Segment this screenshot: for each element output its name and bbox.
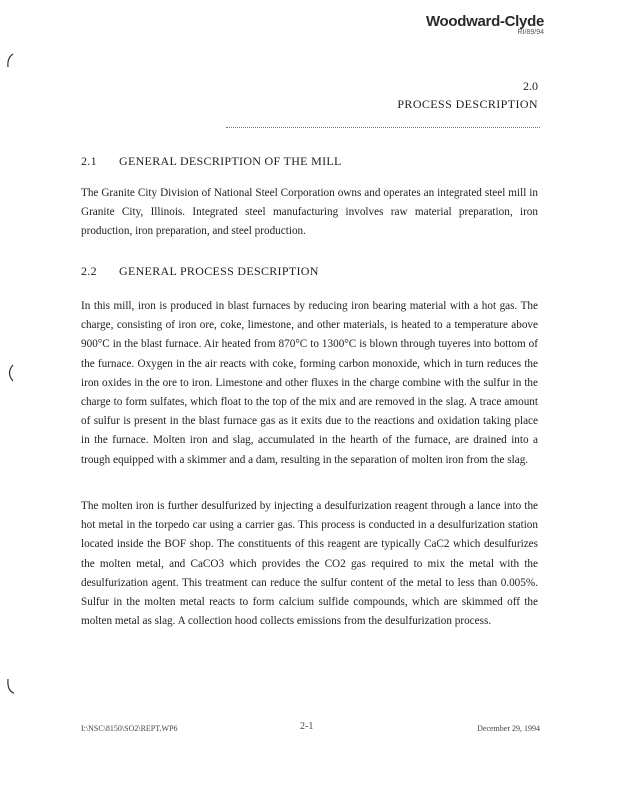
footer-file-path: I:\NSC\8150\SO2\REPT.WP6 <box>81 724 178 733</box>
subsection-number: 2.1 <box>81 154 97 168</box>
footer-date: December 29, 1994 <box>477 724 540 733</box>
company-logo <box>426 13 544 36</box>
subsection-heading <box>81 154 342 169</box>
logo-text: Woodward-Clyde <box>425 13 544 30</box>
binding-hole-mark-icon <box>5 364 15 382</box>
section-number: 2.0 <box>523 79 538 93</box>
subsection-title: GENERAL PROCESS DESCRIPTION <box>119 264 319 278</box>
subsection-title: GENERAL DESCRIPTION OF THE MILL <box>119 154 342 168</box>
subsection-heading <box>81 264 319 279</box>
section-title: PROCESS DESCRIPTION <box>397 97 538 111</box>
subsection-number: 2.2 <box>81 264 97 278</box>
paragraph: The Granite City Division of National Steel Corporation owns and operates an integrated steel mill in Granite City, Illinois. Integrated steel manufacturing involves raw material preparation, iron production, iron preparation, and steel production. <box>81 187 538 238</box>
paragraph: The molten iron is further desulfurized by injecting a desulfurization reagent through a lance into the hot metal in the torpedo car using a carrier gas. This process is conducted in a desulfurization station located inside the BOF shop. The constituents of this reagent are typically CaC2 which desulfurizes the molten metal, and CaCO3 which provides the CO2 gas required to mix the metal with the desulfurization agent. This treatment can reduce the sulfur content of the metal to less than 0.005%. Sulfur in the molten metal reacts to form calcium sulfide compounds, which are skimmed off the molten metal as slag. A collection hood collects emissions from the desulfurization process. <box>81 500 538 628</box>
section-divider <box>226 127 540 128</box>
logo-code: RI/89/94 <box>517 29 544 36</box>
paragraph: In this mill, iron is produced in blast furnaces by reducing iron bearing material with a hot gas. The charge, consisting of iron ore, coke, limestone, and other materials, is heated to a temperature above 900°C in the blast furnace. Air heated from 870°C to 1300°C is blown through tuyeres into bottom of the furnace. Oxygen in the air reacts with coke, forming carbon monoxide, which in turn reduces the iron oxides in the ore to iron. Limestone and other fluxes in the charge combine with the sulfur in the charge to form sulfates, which float to the top of the mix and are removed in the slag. A trace amount of sulfur is present in the blast furnace gas as it exits due to the reactions and oxidation taking place in the furnace. Molten iron and slag, accumulated in the hearth of the furnace, are drained into a trough equipped with a skimmer and a dam, resulting in the separation of molten iron from the slag. <box>81 300 538 466</box>
page-number: 2-1 <box>300 721 314 732</box>
binding-hole-mark-icon <box>5 52 15 70</box>
binding-hole-mark-icon <box>5 677 15 695</box>
